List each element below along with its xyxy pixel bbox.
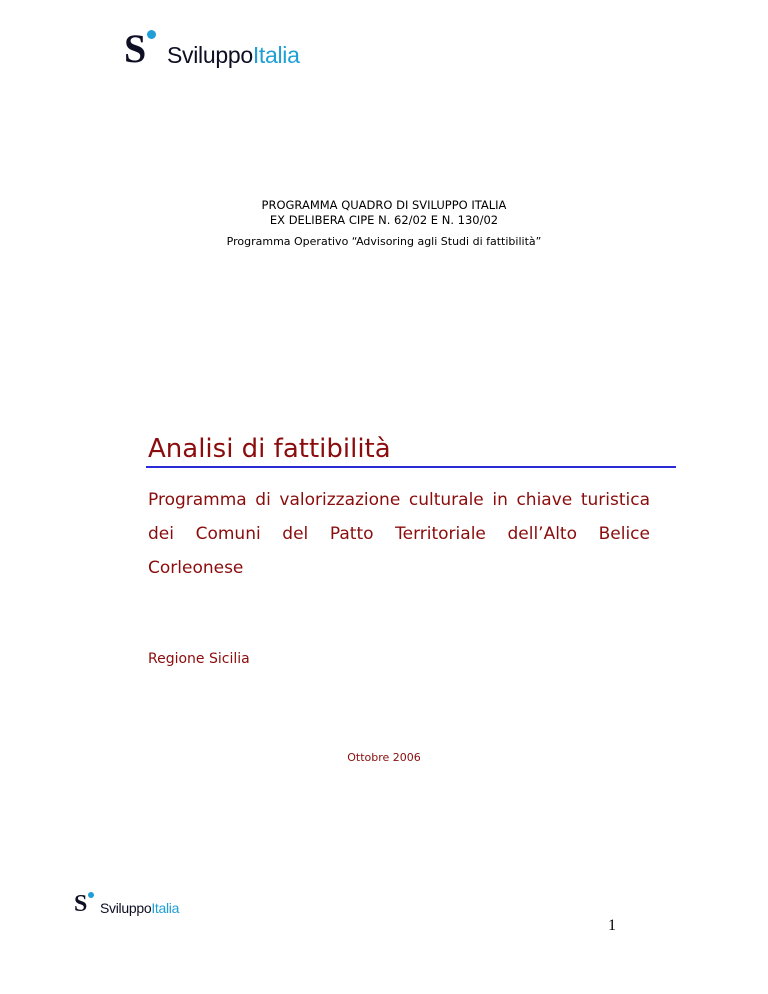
sviluppo-italia-logo-bottom (74, 892, 179, 916)
si-logo-icon: S (74, 892, 98, 916)
header-operative-program: Programma Operativo “Advisoring agli Studi di fattibilità” (226, 235, 542, 248)
document-subtitle: Programma di valorizzazione culturale in chiave turistica dei Comuni del Patto Territoriale dell’Alto Belice Corleonese (148, 490, 650, 578)
logo-wordmark (167, 44, 300, 67)
title-underline-divider (146, 466, 676, 468)
logo-dot (88, 892, 94, 898)
si-logo-icon: S (124, 29, 164, 69)
region-label: Regione Sicilia (148, 651, 250, 667)
page-number: 1 (608, 917, 616, 934)
document-date: Ottobre 2006 (347, 751, 421, 764)
document-title: Analisi di fattibilità (148, 434, 391, 464)
header-program-title: PROGRAMMA QUADRO DI SVILUPPO ITALIA (261, 198, 507, 212)
logo-word-sviluppo: Sviluppo (100, 900, 152, 916)
logo-dot (147, 30, 156, 39)
sviluppo-italia-logo-top (124, 26, 300, 71)
logo-word-italia: Italia (151, 900, 180, 916)
logo-word-italia: Italia (252, 42, 300, 68)
header-cipe-reference: EX DELIBERA CIPE N. 62/02 E N. 130/02 (269, 213, 499, 227)
logo-wordmark (100, 901, 179, 915)
logo-word-sviluppo: Sviluppo (167, 42, 253, 68)
